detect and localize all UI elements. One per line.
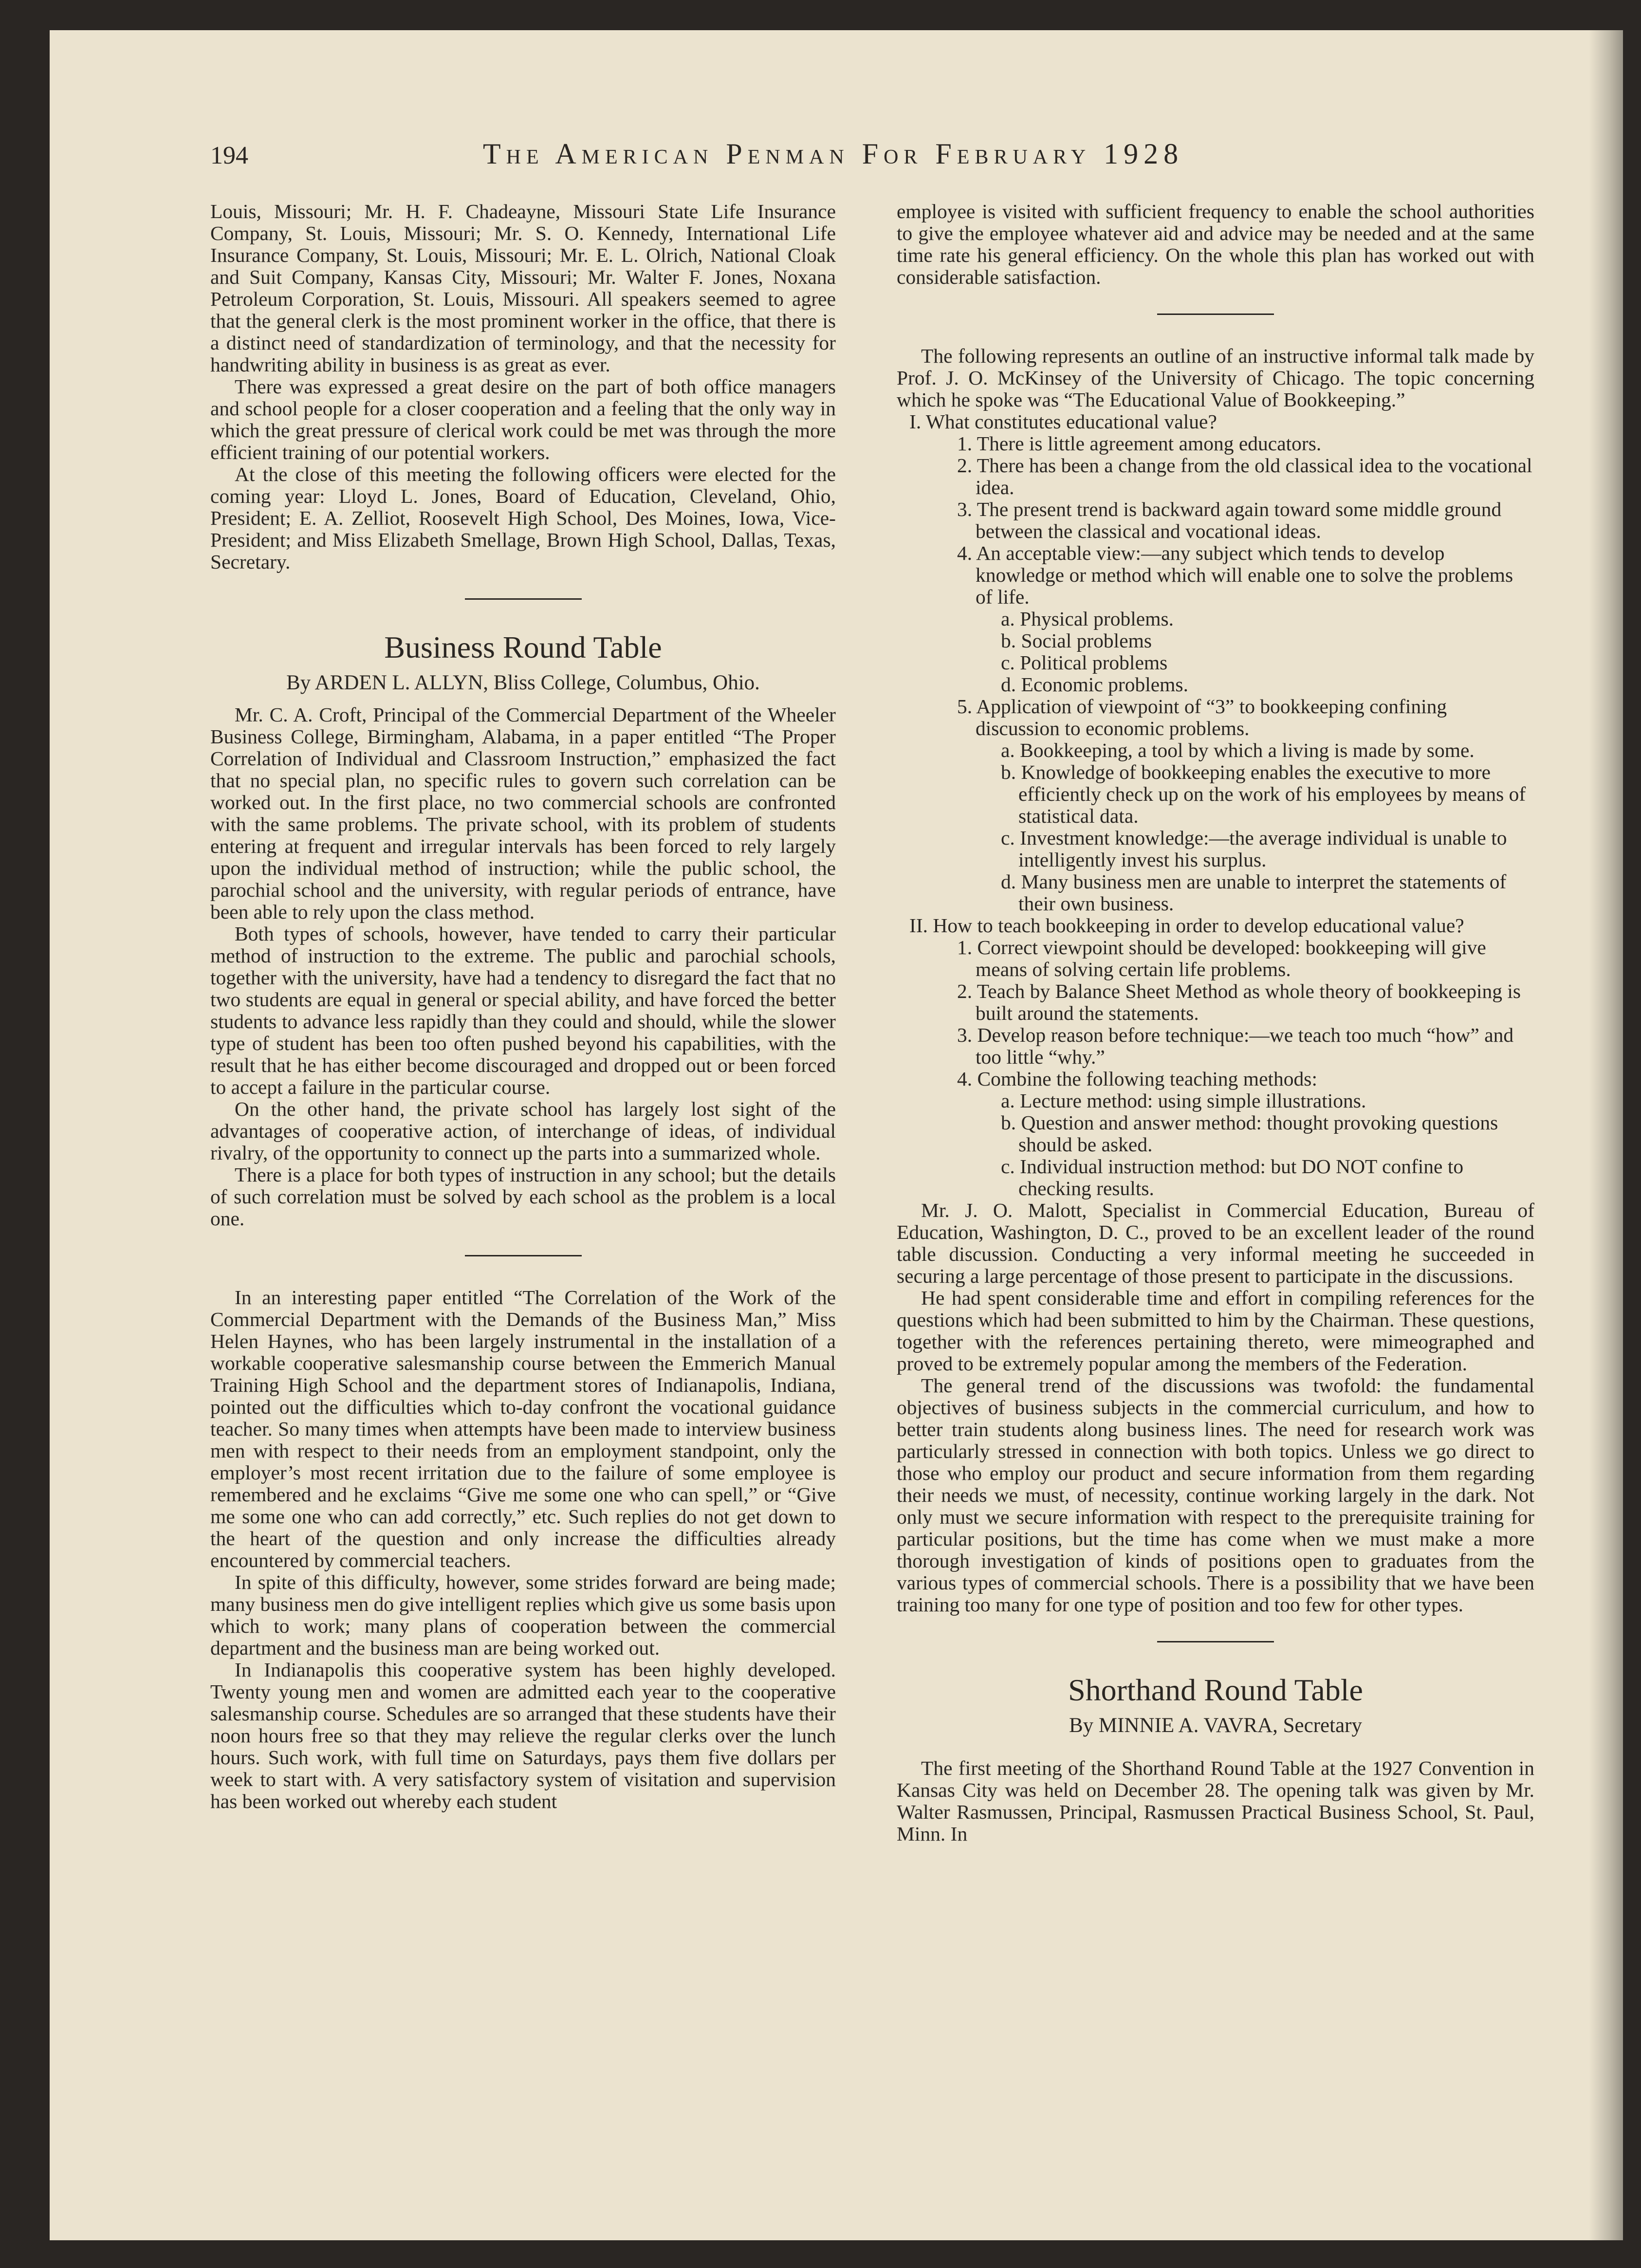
section-title: Shorthand Round Table <box>1068 1673 1363 1707</box>
outline-item: d. Many business men are unable to interpret the statements of their own business. <box>1001 870 1507 915</box>
paragraph: Mr. J. O. Malott, Specialist in Commercial Education, Bureau of Education, Washington, D. C., proved to be an excellent leader of the round table discussion. Conducting a very informal meeting he succeeded in securing a large percentage of those present to participate in the discussions. <box>897 1199 1534 1287</box>
outline-item: II. How to teach bookkeeping in order to develop educational value? <box>909 914 1464 937</box>
running-title: The American Penman For February 1928 <box>483 138 1184 170</box>
outline-item: 4. Combine the following teaching methods: <box>957 1068 1317 1090</box>
magazine-page <box>50 30 1623 2240</box>
paragraph: On the other hand, the private school has largely lost sight of the advantages of cooperative action, of interchange of ideas, of individual rivalry, of the opportunity to connect up the parts into a summarized whole. <box>210 1098 836 1164</box>
outline-item: 2. There has been a change from the old classical idea to the vocational idea. <box>957 454 1532 498</box>
outline-item: 2. Teach by Balance Sheet Method as whole theory of bookkeeping is built around the statements. <box>957 980 1521 1024</box>
paragraph: The following represents an outline of an instructive informal talk made by Prof. J. O. McKinsey of the University of Chicago. The topic concerning which he spoke was “The Educational Value of Bookkeeping.” <box>897 345 1534 411</box>
right-column <box>897 201 1534 1845</box>
paragraph: In an interesting paper entitled “The Correlation of the Work of the Commercial Department with the Demands of the Business Man,” Miss Helen Haynes, who has been largely instrumental in the installation of a workable cooperative salesmanship course between the Emmerich Manual Training High School and the department stores of Indianapolis, Indiana, pointed out the difficulties which to-day confront the vocational guidance teacher. So many times when attempts have been made to interview business men with respect to their needs from an employment standpoint, only the employer’s most recent irritation due to the failure of some employee is remembered and he exclaims “Give me some one who can spell,” or “Give me some one who can add correctly,” etc. Such replies do not get down to the heart of the question and only increase the difficulties already encountered by commercial teachers. <box>210 1286 836 1571</box>
outline-item: 3. Develop reason before technique:—we teach too much “how” and too little “why.” <box>957 1024 1514 1068</box>
outline-item: c. Investment knowledge:—the average individual is unable to intelligently invest his surplus. <box>1001 827 1507 871</box>
paragraph: Both types of schools, however, have tended to carry their particular method of instruction to the extreme. The public and parochial schools, together with the university, have had a tendency to disregard the fact that no two students are equal in general or special ability, and have forced the better students to advance less rapidly than they could and should, while the slower type of student has been too often pushed beyond his capabilities, with the result that he has either become discouraged and dropped out or been forced to accept a failure in the particular course. <box>210 922 836 1098</box>
paragraph: The first meeting of the Shorthand Round Table at the 1927 Convention in Kansas City was held on December 28. The opening talk was given by Mr. Walter Rasmussen, Principal, Rasmussen Practical Business School, St. Paul, Minn. In <box>897 1757 1534 1845</box>
section-divider <box>1157 313 1274 315</box>
paragraph: At the close of this meeting the following officers were elected for the coming year: Lloyd L. Jones, Board of Education, Cleveland, Ohio, President; E. A. Zelliot, Roosevelt High School, Des Moines, Iowa, Vice-President; and Miss Elizabeth Smellage, Brown High School, Dallas, Texas, Secretary. <box>210 463 836 573</box>
outline-item: 1. There is little agreement among educators. <box>957 432 1322 455</box>
page-header <box>210 128 1583 181</box>
section-divider <box>465 598 582 600</box>
paragraph: Mr. C. A. Croft, Principal of the Commercial Department of the Wheeler Business College, Birmingham, Alabama, in a paper entitled “The Proper Correlation of Individual and Classroom Instruction,” emphasized the fact that no special plan, no specific rules to govern such correlation can be worked out. In the first place, no two commercial schools are confronted with the same problems. The private school, with its problem of students entering at frequent and irregular intervals has been forced to rely largely upon the individual method of instruction; while the public school, the parochial school and the university, with regular periods of entrance, have been able to rely upon the class method. <box>210 703 836 923</box>
paragraph: There is a place for both types of instruction in any school; but the details of such correlation must be solved by each school as the problem is a local one. <box>210 1163 836 1230</box>
outline-item: 3. The present trend is backward again toward some middle ground between the classical and vocational ideas. <box>957 498 1502 542</box>
paragraph: employee is visited with sufficient frequency to enable the school authorities to give the employee whatever aid and advice may be needed and at the same time rate his general efficiency. On the whole this plan has worked out with considerable satisfaction. <box>897 200 1534 288</box>
paragraph: In Indianapolis this cooperative system has been highly developed. Twenty young men and women are admitted each year to the cooperative salesmanship course. Schedules are so arranged that these students have their noon hours free so that they may relieve the regular clerks over the lunch hours. Such work, with full time on Saturdays, pays them five dollars per week to start with. A very satisfactory system of visitation and supervision has been worked out whereby each student <box>210 1659 836 1812</box>
left-column <box>210 201 836 1812</box>
outline-item: b. Social problems <box>1001 629 1152 652</box>
outline-item: I. What constitutes educational value? <box>909 410 1217 433</box>
outline-item: b. Question and answer method: thought provoking questions should be asked. <box>1001 1111 1498 1156</box>
outline-item: b. Knowledge of bookkeeping enables the executive to more efficiently check up on the work of his employees by means of statistical data. <box>1001 761 1526 827</box>
outline-item: a. Physical problems. <box>1001 608 1174 630</box>
section-title: Business Round Table <box>384 630 662 664</box>
outline-item: c. Political problems <box>1001 651 1168 674</box>
byline: By MINNIE A. VAVRA, Secretary <box>1069 1714 1362 1737</box>
page-spine-shadow <box>1589 30 1623 2240</box>
section-divider <box>1157 1641 1274 1642</box>
paragraph: In spite of this difficulty, however, some strides forward are being made; many business men do give intelligent replies which give us some basis upon which to work; many plans of cooperation between the commercial department and the business man are being worked out. <box>210 1571 836 1659</box>
paragraph: There was expressed a great desire on the part of both office managers and school people for a closer cooperation and a feeling that the only way in which the great pressure of clerical work could be met was through the more efficient training of our potential workers. <box>210 375 836 463</box>
byline: By ARDEN L. ALLYN, Bliss College, Columbus, Ohio. <box>286 671 760 694</box>
section-divider <box>465 1255 582 1256</box>
outline-item: a. Lecture method: using simple illustrations. <box>1001 1089 1366 1112</box>
outline-item: c. Individual instruction method: but DO NOT confine to checking results. <box>1001 1155 1464 1199</box>
paragraph: Louis, Missouri; Mr. H. F. Chadeayne, Missouri State Life Insurance Company, St. Louis, Missouri; Mr. S. O. Kennedy, International Life Insurance Company, St. Louis, Missouri; Mr. E. L. Olrich, National Cloak and Suit Company, Kansas City, Missouri; Mr. Walter F. Jones, Noxana Petroleum Corporation, St. Louis, Missouri. All speakers seemed to agree that the general clerk is the most prominent worker in the office, that there is a distinct need of standardization of terminology, and that the necessity for handwriting ability in business is as great as ever. <box>210 200 836 376</box>
outline-item: 4. An acceptable view:—any subject which tends to develop knowledge or method which will enable one to solve the problems of life. <box>957 542 1513 608</box>
outline-item: 1. Correct viewpoint should be developed: bookkeeping will give means of solving certain life problems. <box>957 936 1486 980</box>
paragraph: He had spent considerable time and effort in compiling references for the questions which had been submitted to him by the Chairman. These questions, together with the references pertaining thereto, were mimeographed and proved to be extremely popular among the members of the Federation. <box>897 1287 1534 1375</box>
outline-item: a. Bookkeeping, a tool by which a living is made by some. <box>1001 739 1475 761</box>
paragraph: The general trend of the discussions was twofold: the fundamental objectives of business subjects in the commercial curriculum, and how to better train students along business lines. The need for research work was particularly stressed in connection with both topics. Unless we go direct to those who employ our product and secure information from them regarding their needs we must, of necessity, continue working largely in the dark. Not only must we secure information with respect to the prerequisite training for particular positions, but the time has come when we must make a more thorough investigation of kinds of positions open to graduates from the various types of commercial schools. There is a possibility that we have been training too many for one type of position and too few for other types. <box>897 1374 1534 1616</box>
bookkeeping-outline <box>897 411 1534 1199</box>
outline-item: d. Economic problems. <box>1001 673 1188 696</box>
outline-item: 5. Application of viewpoint of “3” to bookkeeping confining discussion to economic problems. <box>957 695 1447 739</box>
page-number: 194 <box>210 142 248 169</box>
